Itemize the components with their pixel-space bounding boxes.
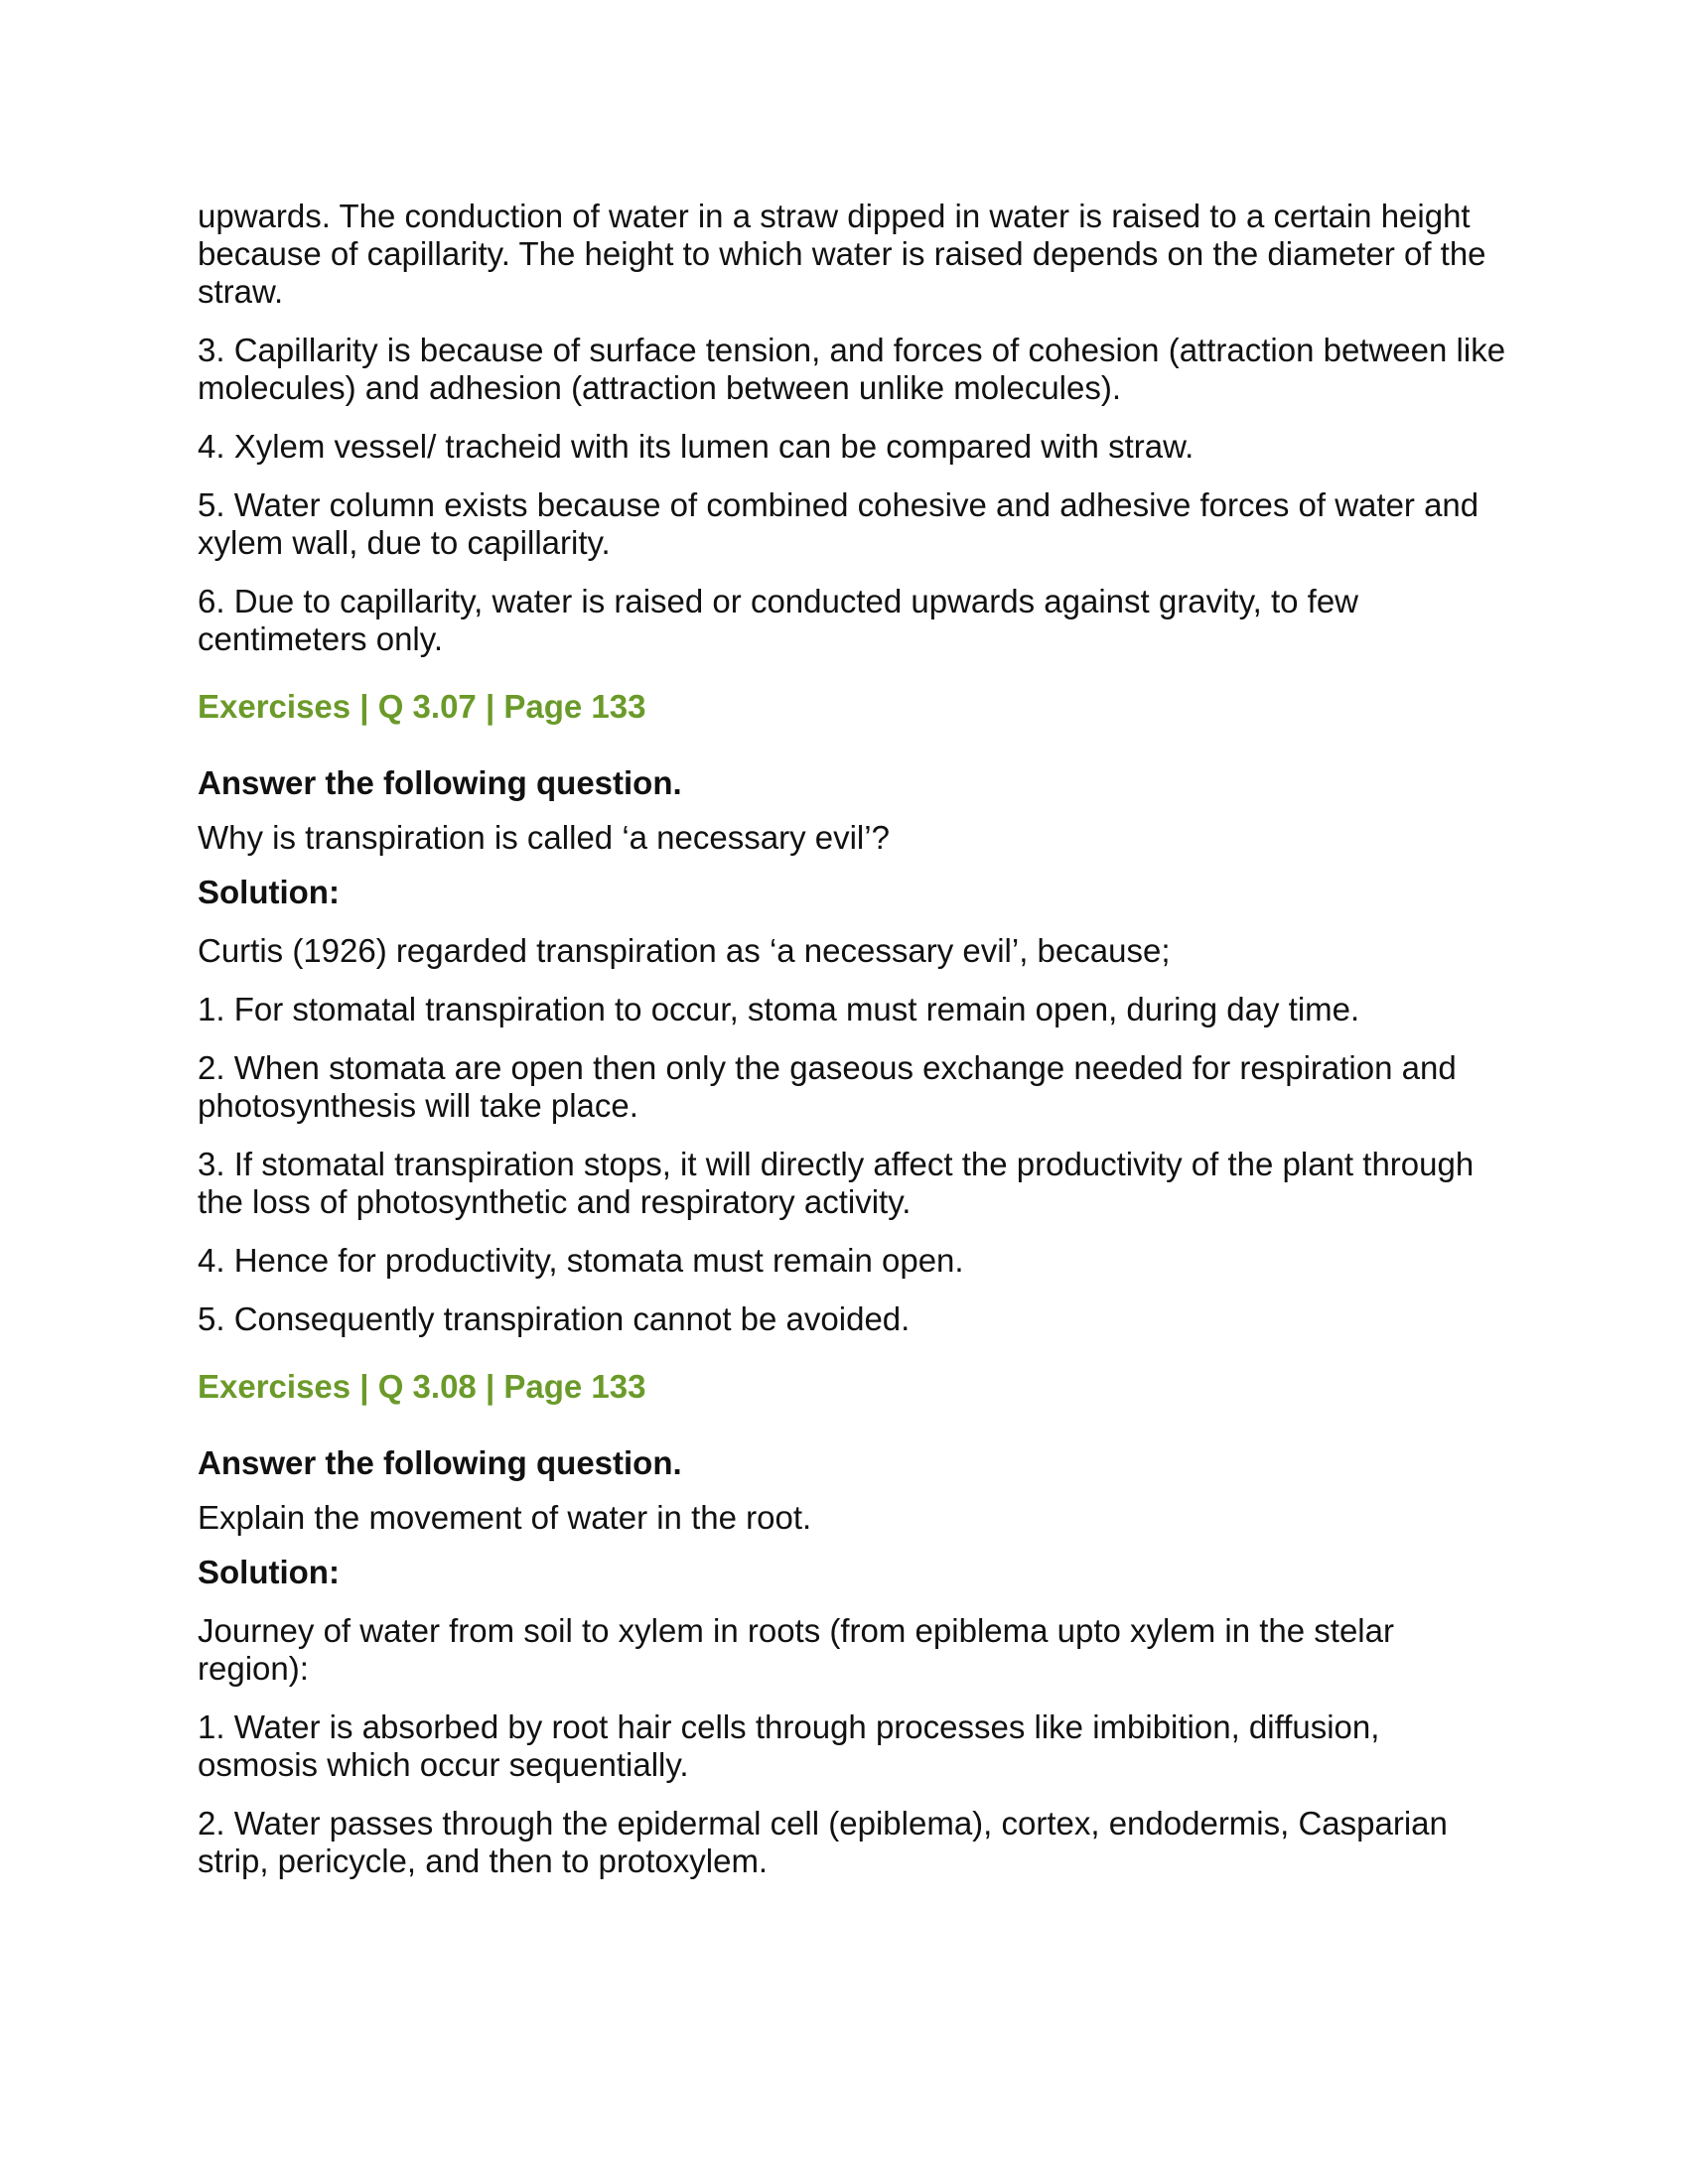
- instruction-heading: Answer the following question.: [198, 764, 682, 801]
- paragraph: Curtis (1926) regarded transpiration as ‘a necessary evil’, because;: [198, 932, 1171, 969]
- paragraph: 4. Xylem vessel/ tracheid with its lumen can be compared with straw.: [198, 428, 1195, 465]
- instruction-heading: Answer the following question.: [198, 1444, 682, 1481]
- paragraph: 1. For stomatal transpiration to occur, stoma must remain open, during day time.: [198, 991, 1360, 1027]
- paragraph: 4. Hence for productivity, stomata must remain open.: [198, 1242, 964, 1279]
- question-text: Explain the movement of water in the root.: [198, 1499, 812, 1536]
- paragraph: 2. Water passes through the epidermal cell (epiblema), cortex, endodermis, Casparian strip, pericycle, and then to protoxylem.: [198, 1805, 1448, 1879]
- paragraph: 5. Water column exists because of combined cohesive and adhesive forces of water and xylem wall, due to capillarity.: [198, 486, 1479, 561]
- paragraph: 1. Water is absorbed by root hair cells through processes like imbibition, diffusion, osmosis which occur sequentially.: [198, 1708, 1380, 1783]
- paragraph: upwards. The conduction of water in a straw dipped in water is raised to a certain height because of capillarity. The height to which water is raised depends on the diameter of the straw.: [198, 198, 1486, 310]
- paragraph: Journey of water from soil to xylem in roots (from epiblema upto xylem in the stelar region):: [198, 1612, 1394, 1687]
- solution-label: Solution:: [198, 1554, 340, 1590]
- section-title: Exercises | Q 3.08 | Page 133: [198, 1368, 646, 1405]
- paragraph: 3. Capillarity is because of surface tension, and forces of cohesion (attraction between like molecules) and adhesion (attraction between unlike molecules).: [198, 332, 1506, 406]
- solution-label: Solution:: [198, 874, 340, 910]
- document-page: [198, 198, 1508, 1901]
- paragraph: 3. If stomatal transpiration stops, it will directly affect the productivity of the plant through the loss of photosynthetic and respiratory activity.: [198, 1146, 1475, 1220]
- exercise-section: [198, 688, 1508, 1338]
- section-title: Exercises | Q 3.07 | Page 133: [198, 688, 646, 725]
- question-text: Why is transpiration is called ‘a necessary evil’?: [198, 819, 890, 856]
- exercise-section: [198, 1368, 1508, 1880]
- paragraph: 6. Due to capillarity, water is raised or conducted upwards against gravity, to few centimeters only.: [198, 583, 1359, 657]
- intro-block: [198, 198, 1508, 658]
- paragraph: 5. Consequently transpiration cannot be avoided.: [198, 1300, 911, 1337]
- paragraph: 2. When stomata are open then only the gaseous exchange needed for respiration and photosynthesis will take place.: [198, 1049, 1457, 1124]
